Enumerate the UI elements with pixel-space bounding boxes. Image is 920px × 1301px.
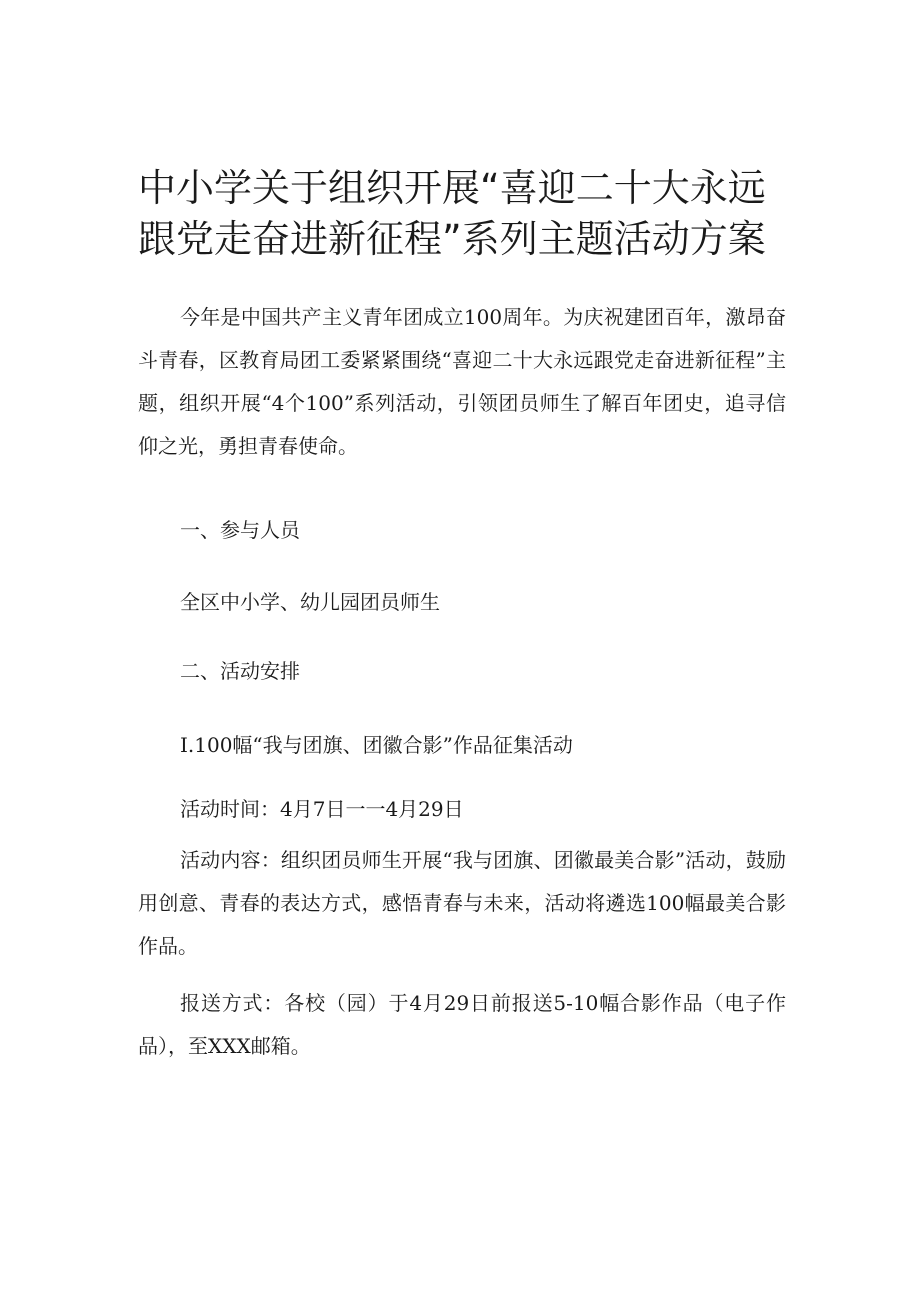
intro-paragraph: 今年是中国共产主义青年团成立100周年。为庆祝建团百年，激昂奋斗青春，区教育局团工委紧紧围绕“喜迎二十大永远跟党走奋进新征程”主题，组织开展“4个100”系列活动，引领团员师生了解百年团史，追寻信仰之光，勇担青春使命。 <box>138 305 786 458</box>
participants-text: 全区中小学、幼儿园团员师生 <box>180 590 440 614</box>
activity-content: 活动内容：组织团员师生开展“我与团旗、团徽最美合影”活动，鼓励用创意、青春的表达方式，感悟青春与未来，活动将遴选100幅最美合影作品。 <box>138 848 786 958</box>
activity-heading: I.100幅“我与团旗、团徽合影”作品征集活动 <box>180 733 573 757</box>
activity-time: 活动时间：4月7日一一4月29日 <box>180 797 464 821</box>
activity-submission: 报送方式：各校（园）于4月29日前报送5-10幅合影作品（电子作品），至XXX邮箱。 <box>138 991 786 1058</box>
section-heading-participants: 一、参与人员 <box>180 518 300 542</box>
document-title: 中小学关于组织开展“喜迎二十大永远跟党走奋进新征程”系列主题活动方案 <box>138 166 766 261</box>
section-heading-arrangement: 二、活动安排 <box>180 659 300 683</box>
